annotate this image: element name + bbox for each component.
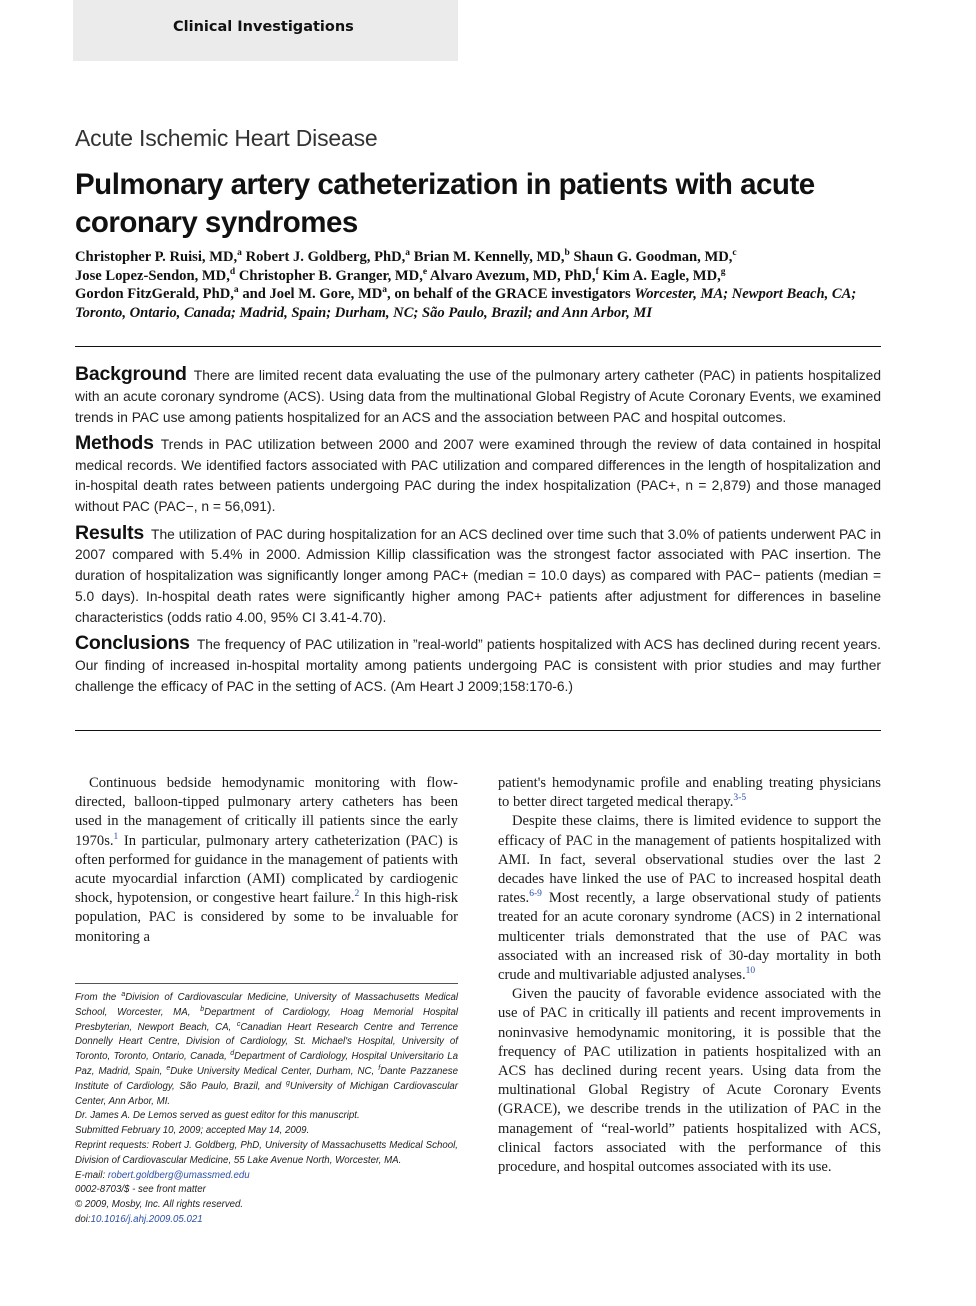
abstract-background: Background There are limited recent data evaluating the use of the pulmonary artery catheter (PAC) in patients hospitalized with an acute coronary syndrome (ACS). Using data from the multinational Global Registry of Acute Coronary Events, we examined trends in PAC use among patients hospitalized for an ACS and the association between PAC and hospital outcomes.: [75, 363, 881, 425]
abstract-results: Results The utilization of PAC during hospitalization for an ACS declined over time such that 3.0% of patients underwent PAC in 2007 compared with 5.4% in 2000. Admission Killip classification was the strongest factor associated with PAC insertion. The duration of hospitalization was significantly longer among PAC+ (median = 10.0 days) as compared with PAC− patients (median = 5.0 days). In-hospital death rates were significantly higher among PAC+ patients after adjustment for differences in baseline characteristics (odds ratio 4.00, 95% CI 3.41-4.70).: [75, 521, 881, 625]
guest-editor-note: Dr. James A. De Lemos served as guest editor for this manuscript.: [75, 1110, 360, 1122]
abstract-top-divider: [75, 346, 881, 347]
author: Christopher P. Ruisi, MD,$^a$: [75, 248, 242, 265]
reference-link[interactable]: 10: [745, 966, 756, 977]
doi-line: doi:10.1016/j.ahj.2009.05.021: [75, 1213, 203, 1225]
article-category: Acute Ischemic Heart Disease: [75, 125, 378, 151]
body-left-column: [75, 774, 458, 947]
reference-link[interactable]: 1: [113, 831, 119, 842]
abstract-conclusions: Conclusions The frequency of PAC utilization in ”real-world” patients hospitalized with ACS has declined during recent years. Our finding of increased in-hospital mortality among patients undergoing PAC is consistent with prior studies and may further challenge the efficacy of PAC in the setting of ACS. (Am Heart J 2009;158:170-6.): [75, 632, 881, 694]
body-paragraph: Given the paucity of favorable evidence associated with the use of PAC in critically ill patients and recent improvements in noninvasive hemodynamic monitoring, it is possible that the frequency of PAC utilization in patients hospitalized with an ACS has declined during recent years. Using data from the multinational Global Registry of Acute Coronary Events (GRACE), we describe trends in the utilization of PAC in the management of “real-world” patients hospitalized with ACS, clinical factors associated with the performance of this procedure, and hospital outcomes associated with its use.: [498, 986, 881, 1176]
body-paragraph: patient's hemodynamic profile and enabling treating physicians to better direct targeted medical therapy.$^{3-5}$: [498, 775, 881, 811]
author: Alvaro Avezum, MD, PhD,$^f$: [429, 266, 599, 284]
email-link[interactable]: robert.goldberg@umassmed.edu: [107, 1169, 250, 1181]
author: Robert J. Goldberg, PhD,$^a$: [245, 248, 411, 265]
reference-link[interactable]: 3-5: [733, 793, 747, 804]
author: Christopher B. Granger, MD,$^e$: [238, 266, 428, 284]
reprint-requests: Reprint requests: Robert J. Goldberg, PhD, University of Massachusetts Medical School, Division of Cardiovascular Medicine, 55 Lake Avenue North, Worcester, MA.: [75, 1139, 458, 1166]
article-title: Pulmonary artery catheterization in patients with acute coronary syndromes: [75, 168, 815, 239]
footnotes: [75, 991, 458, 1228]
issn-line: 0002-8703/$ - see front matter: [75, 1184, 206, 1196]
author: Brian M. Kennelly, MD,$^b$: [413, 248, 570, 265]
results-heading: Results: [75, 521, 145, 544]
affiliation-locations: Worcester, MA; Newport Beach, CA; Toronto, Ontario, Canada; Madrid, Spain; Durham, NC; São Paulo, Brazil; and Ann Arbor, MI: [75, 286, 857, 321]
methods-heading: Methods: [75, 431, 154, 454]
author: Kim A. Eagle, MD,$^g$: [602, 266, 726, 284]
author: and Joel M. Gore, $MD^a$: [242, 285, 388, 302]
author: Shaun G. Goodman, MD,$^c$: [573, 248, 737, 265]
doi-link[interactable]: 10.1016/j.ahj.2009.05.021: [90, 1213, 203, 1225]
conclusions-heading: Conclusions: [75, 632, 190, 655]
authors-suffix: , on behalf of the GRACE investigators: [387, 286, 631, 302]
reference-link[interactable]: 6-9: [529, 889, 542, 900]
abstract: [75, 364, 881, 702]
author: Jose Lopez-Sendon, MD,$^d$: [75, 266, 236, 284]
footnote-divider: [75, 983, 458, 984]
author-block: [75, 248, 883, 322]
body-paragraph: Continuous bedside hemodynamic monitoring with flow-directed, balloon-tipped pulmonary artery catheters has been used in the management of critically ill patients since the early 1970s.$^1$ In particular, pulmonary artery catheterization (PAC) is often performed for guidance in the management of patients with acute myocardial infarction (AMI) complicated by cardiogenic shock, hypotension, or congestive heart failure.$^2$ In this high-risk population, PAC is considered by some to be invaluable for monitoring a: [75, 775, 458, 945]
abstract-bottom-divider: [75, 730, 881, 731]
copyright-line: © 2009, Mosby, Inc. All rights reserved.: [75, 1199, 244, 1211]
email-line: E-mail: robert.goldberg@umassmed.edu: [75, 1169, 250, 1181]
body-right-column: [498, 774, 881, 1177]
section-label: Clinical Investigations: [173, 19, 354, 35]
author: Gordon FitzGerald, PhD,$^a$: [75, 285, 239, 302]
background-heading: Background: [75, 363, 187, 385]
abstract-methods: Methods Trends in PAC utilization between 2000 and 2007 were examined through the review of data contained in hospital medical records. We identified factors associated with PAC utilization and compared differences in the length of hospitalization and in-hospital death rates between patients undergoing PAC during the index hospitalization (PAC+, n = 2,879) and those managed without PAC (PAC−, n = 56,091).: [75, 431, 881, 515]
affiliations-footnote: From the $^a$Division of Cardiovascular Medicine, University of Massachusetts Medical School, Worcester, MA, $^b$Department of Cardiology, Hoag Memorial Hospital Presbyterian, Newport Beach, CA, $^c$Canadian Heart Research Centre and Terrence Donnelly Heart Centre, Division of Cardiology, St. Michael's Hospital, University of Toronto, Toronto, Ontario, Canada, $^d$Department of Cardiology, Hospital Universitario La Paz, Madrid, Spain, $^e$Duke University Medical Center, Durham, NC, $^f$Dante Pazzanese Institute of Cardiology, São Paulo, Brazil, and $^g$University of Michigan Cardiovascular Center, Ann Arbor, MI.: [75, 991, 458, 1107]
body-paragraph: Despite these claims, there is limited evidence to support the efficacy of PAC in the management of patients hospitalized with AMI. In fact, several observational studies over the last 2 decades have linked the use of PAC to increased hospital death rates.$^{6-9}$ Most recently, a large observational study of patients treated for an acute coronary syndrome (ACS) in 2 international multicenter trials demonstrated that the use of PAC was associated with an increased risk of 30-day mortality in both crude and multivariable adjusted analyses.$^{10}$: [498, 813, 881, 984]
reference-link[interactable]: 2: [354, 889, 360, 900]
section-tab: [73, 0, 458, 61]
submission-dates: Submitted February 10, 2009; accepted May 14, 2009.: [75, 1125, 310, 1137]
